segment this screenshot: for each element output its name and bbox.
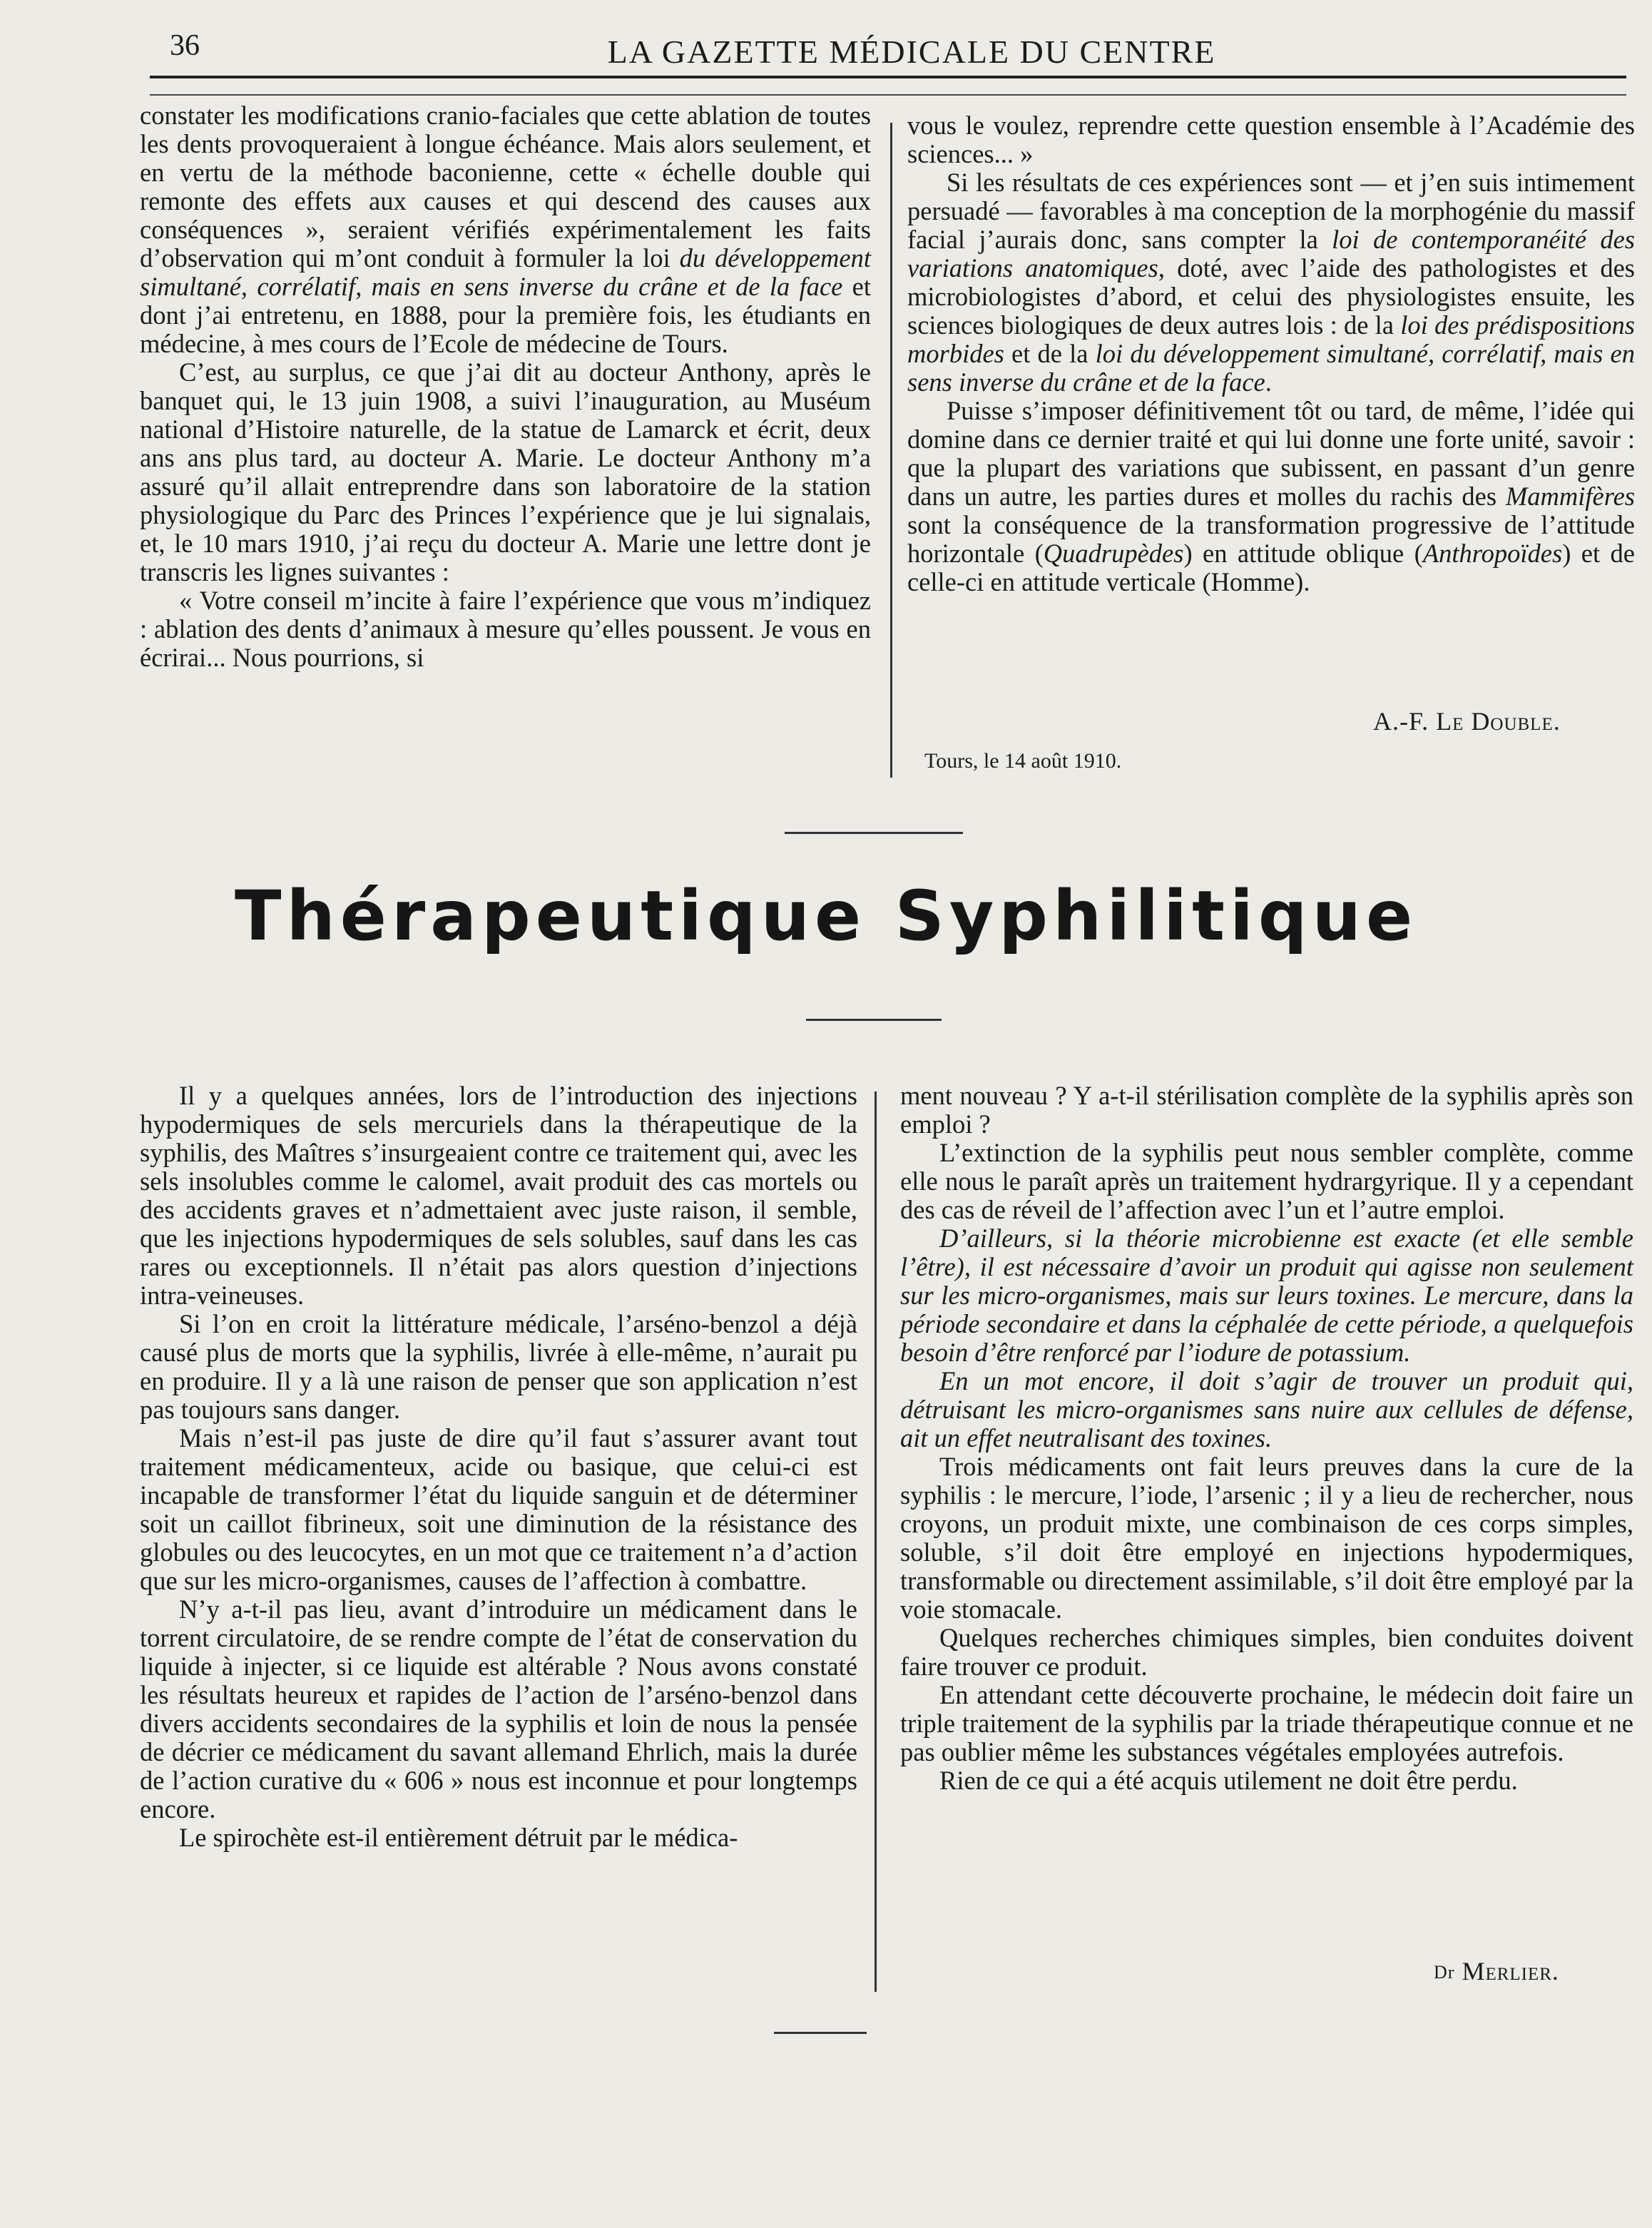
paragraph: Il y a quelques années, lors de l’introduction des injections hypodermiques de sels mercuriels dans la thérapeutique de la syphilis, des Maîtres s’insurgeaient contre ce traitement qui, avec les sels insolubles comme le calomel, avait produit des cas mortels ou des accidents graves et n’admettaient avec juste raison, il semble, que les injections hypodermiques de sels solubles, sauf dans les cas rares ou exceptionnels. Il n’était pas alors question d’injections intra-veineuses.	[140, 1081, 857, 1310]
paragraph: Si l’on en croit la littérature médicale, l’arséno-benzol a déjà causé plus de morts que la syphilis, livrée à elle-même, n’aurait pu en produire. Il y a là une raison de penser que son application n’est pas toujours sans danger.	[140, 1309, 857, 1424]
paragraph: N’y a-t-il pas lieu, avant d’introduire un médicament dans le torrent circulatoire, de se rendre compte de l’état de conservation du liquide à injecter, si ce liquide est altérable ? Nous avons constaté les résultats heureux et rapides de l’action de l’arséno-benzol dans divers accidents secondaires de la syphilis et loin de nous la pensée de décrier ce médicament du savant allemand Ehrlich, mais la durée de l’action curative du « 606 » nous est inconnue et pour longtemps encore.	[140, 1594, 857, 1823]
paragraph: C’est, au surplus, ce que j’ai dit au docteur Anthony, après le banquet qui, le 13 juin 1908, a suivi l’inauguration, au Muséum national d’Histoire naturelle, de la statue de Lamarck et écrit, deux ans ans plus tard, au docteur A. Marie. Le docteur Anthony m’a assuré qu’il allait entreprendre dans son laboratoire de la station physiologique du Parc des Princes l’expérience que je lui signalais, et, le 10 mars 1910, j’ai reçu du docteur A. Marie une lettre dont je transcris les lignes suivantes :	[140, 357, 871, 586]
paragraph: Trois médicaments ont fait leurs preuves dans la cure de la syphilis : le mercure, l’iode, l’arsenic ; il y a lieu de rechercher, nous croyons, un produit mixte, une combinaison de ces corps simples, soluble, s’il doit être employé en injections hypodermiques, transformable ou directement assimilable, s’il doit être employé par la voie stomacale.	[900, 1452, 1633, 1624]
paragraph: vous le voulez, reprendre cette question ensemble à l’Académie des sciences... »	[907, 111, 1635, 168]
paragraph: Puisse s’imposer définitivement tôt ou tard, de même, l’idée qui domine dans ce dernier traité et qui lui donne une forte unité, savoir : que la plupart des variations que subissent, en passant d’un genre dans un autre, les parties dures et molles du rachis des Mammifères sont la conséquence de la transformation progressive de l’attitude horizontale (Quadrupèdes) en attitude oblique (Anthropoïdes) et de celle-ci en attitude verticale (Homme).	[907, 396, 1635, 596]
separator-rule	[785, 832, 963, 834]
column-divider	[890, 123, 892, 778]
page-header	[163, 21, 1518, 76]
paragraph: « Votre conseil m’incite à faire l’expérience que vous m’indiquez : ablation des dents d’animaux à mesure qu’elles poussent. Je vous en écrirai... Nous pourrions, si	[140, 586, 871, 672]
paragraph: L’extinction de la syphilis peut nous sembler complète, comme elle nous le paraît après un traitement hydrargyrique. Il y a cependant des cas de réveil de l’affection avec l’un et l’autre emploi.	[900, 1138, 1633, 1224]
article2-signature: Dr Merlier.	[1434, 1957, 1559, 1985]
article1-column-right	[907, 111, 1635, 596]
paragraph: Rien de ce qui a été acquis utilement ne doit être perdu.	[939, 1766, 1518, 1795]
paragraph: En attendant cette découverte prochaine, le médecin doit faire un triple traitement de la syphilis par la triade thérapeutique connue et ne pas oublier même les substances végétales employées autrefois.	[900, 1680, 1633, 1766]
article-title: Thérapeutique Syphilitique	[234, 876, 1418, 956]
paragraph: Quelques recherches chimiques simples, bien conduites doivent faire trouver ce produit.	[900, 1623, 1633, 1681]
end-rule	[774, 2032, 867, 2034]
header-rule	[150, 76, 1626, 78]
column-divider	[875, 1092, 877, 1992]
page-number: 36	[170, 29, 200, 62]
paragraph: En un mot encore, il doit s’agir de trouver un produit qui, détruisant les micro-organismes sans nuire aux cellules de défense, ait un effet neutralisant des toxines.	[900, 1366, 1633, 1453]
paragraph: ment nouveau ? Y a-t-il stérilisation complète de la syphilis après son emploi ?	[900, 1081, 1633, 1139]
paragraph: Mais n’est-il pas juste de dire qu’il faut s’assurer avant tout traitement médicamenteux, acide ou basique, que celui-ci est incapable de transformer l’état du liquide sanguin et de déterminer soit un caillot fibrineux, soit une diminution de la résistance des globules ou des leucocytes, en un mot que ce traitement n’a d’action que sur les micro-organismes, causes de l’affection à combattre.	[140, 1423, 857, 1595]
separator-rule	[806, 1019, 942, 1021]
article1-column-left	[140, 101, 871, 672]
paragraph: Le spirochète est-il entièrement détruit par le médica-	[179, 1823, 738, 1852]
article2-column-right	[900, 1082, 1633, 1795]
paragraph: constater les modifications cranio-faciales que cette ablation de toutes les dents provoqueraient à longue échéance. Mais alors seulement, et en vertu de la méthode baconienne, cette « échelle double qui remonte des effets aux causes et qui descend des causes aux conséquences », seraient vérifiés expérimentalement les faits d’observation qui m’ont conduit à formuler la loi du développement simultané, corrélatif, mais en sens inverse du crâne et de la face et dont j’ai entretenu, en 1888, pour la première fois, les étudiants en médecine, à mes cours de l’Ecole de médecine de Tours.	[140, 101, 871, 358]
dateline: Tours, le 14 août 1910.	[924, 749, 1122, 773]
paragraph: D’ailleurs, si la théorie microbienne est exacte (et elle semble l’être), il est nécessaire d’avoir un produit qui agisse non seulement sur les micro-organismes, mais sur leurs toxines. Le mercure, dans la période secondaire et dans la céphalée de cette période, a quelquefois besoin d’être renforcé par l’iodure de potassium.	[900, 1224, 1633, 1367]
header-rule-thin	[150, 94, 1626, 96]
article2-column-left	[140, 1082, 857, 1852]
paragraph: Si les résultats de ces expériences sont — et j’en suis intimement persuadé — favorables à ma conception de la morphogénie du massif facial j’aurais donc, sans compter la loi de contemporanéité des variations anatomiques, doté, avec l’aide des pathologistes et des microbiologistes d’abord, et celui des physiologistes ensuite, les sciences biologiques de deux autres lois : de la loi des prédispositions morbides et de la loi du développement simultané, corrélatif, mais en sens inverse du crâne et de la face.	[907, 168, 1635, 397]
running-title: LA GAZETTE MÉDICALE DU CENTRE	[607, 34, 1216, 70]
article1-signature: A.-F. Le Double.	[1373, 707, 1561, 736]
